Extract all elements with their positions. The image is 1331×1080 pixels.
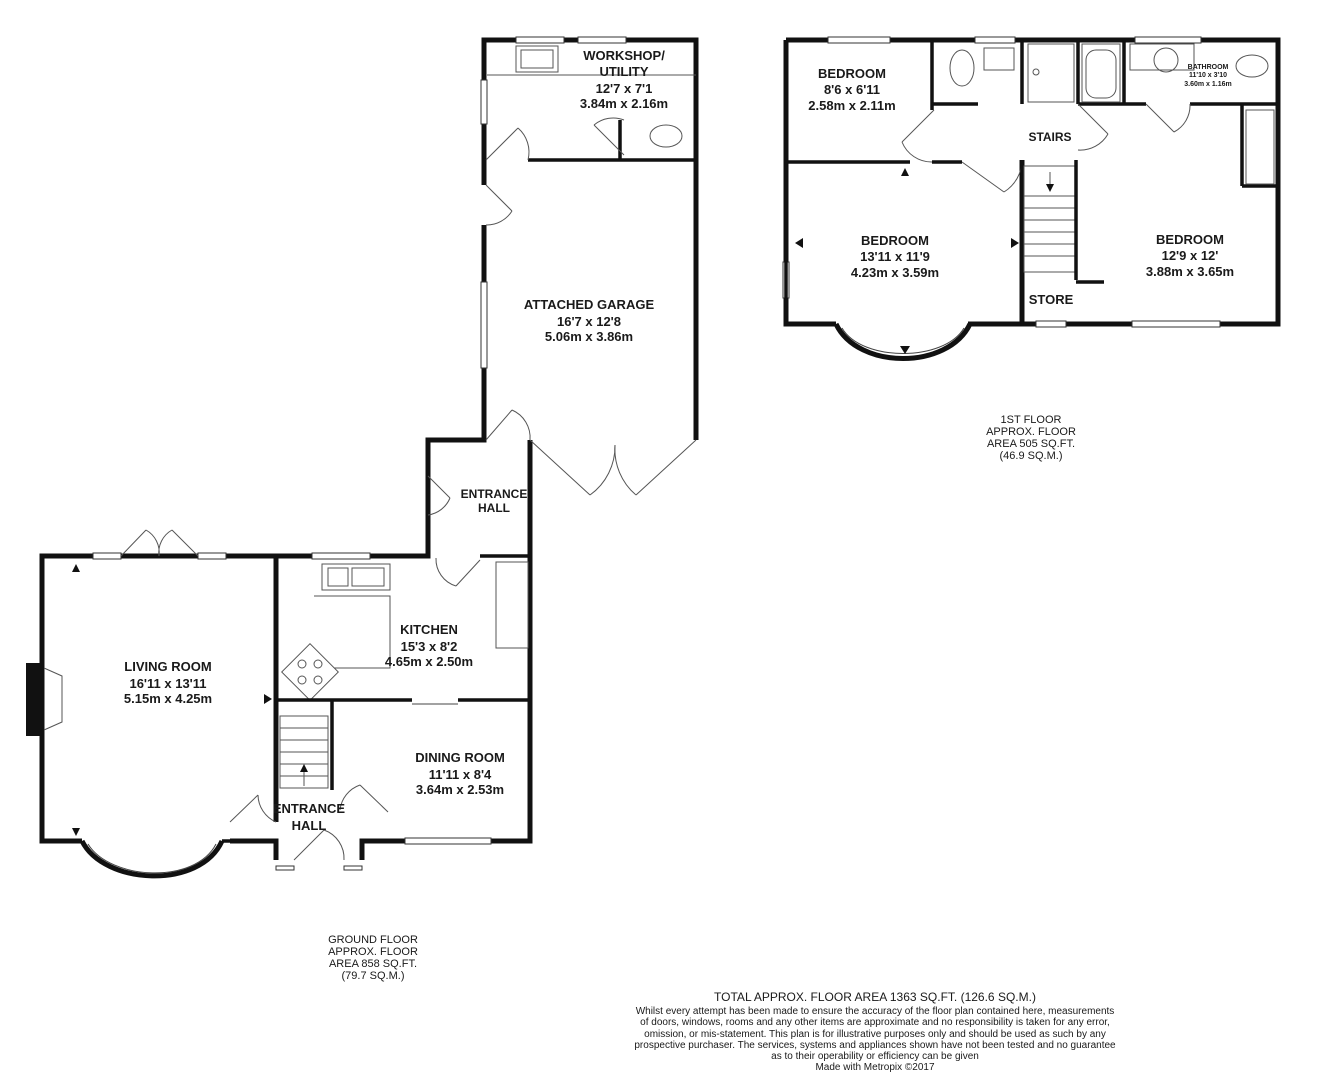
store-label: STORE [1028,292,1074,307]
living-room-imperial: 16'11 x 13'11 [129,676,207,691]
living-room-name: LIVING ROOM [124,659,212,674]
kitchen-metric: 4.65m x 2.50m [384,654,474,669]
bedroom-front-name: BEDROOM [861,233,929,248]
dining-room-name: DINING ROOM [415,750,505,765]
garage-name: ATTACHED GARAGE [523,297,655,312]
disclaimer-line-3: omission, or mis-statement. This plan is for illustrative purposes only and should be used as such by any [644,1028,1106,1040]
workshop-metric: 3.84m x 2.16m [579,96,669,111]
ground-stairs [280,716,328,788]
disclaimer-line-1: Whilst every attempt has been made to ensure the accuracy of the floor plan contained here, measurements [635,1006,1115,1017]
disclaimer-line-2: of doors, windows, rooms and any other items are approximate and no responsibility is taken for any error, [640,1017,1110,1029]
ground-floor-line-4: (79.7 SQ.M.) [341,970,405,982]
first-floor-line-1: 1ST FLOOR [1000,414,1062,426]
disclaimer [600,1006,1150,1074]
bedroom-small-name: BEDROOM [818,66,886,81]
disclaimer-line-5: as to their operability or efficiency can be given [771,1051,979,1063]
ground-floor-plan [26,37,696,876]
entrance-hall-rear-name-2: HALL [478,501,510,515]
workshop-name-1: WORKSHOP/ [583,48,665,63]
first-floor-line-2: APPROX. FLOOR [986,426,1076,438]
garage-metric: 5.06m x 3.86m [544,329,634,344]
bedroom-rear-imperial: 12'9 x 12' [1161,248,1219,263]
bedroom-rear-metric: 3.88m x 3.65m [1145,264,1235,279]
entrance-hall-front-name-1: ENTRANCE [272,801,346,816]
kitchen-imperial: 15'3 x 8'2 [400,639,458,654]
first-floor-line-4: (46.9 SQ.M.) [999,450,1063,462]
bedroom-front-metric: 4.23m x 3.59m [850,265,940,280]
first-floor-area-note [958,414,1104,462]
living-room-metric: 5.15m x 4.25m [123,691,213,706]
ground-floor-line-3: AREA 858 SQ.FT. [328,958,418,970]
ground-floor-line-2: APPROX. FLOOR [328,946,418,958]
entrance-hall-front-name-2: HALL [291,818,327,833]
kitchen-name: KITCHEN [400,622,458,637]
bedroom-front-imperial: 13'11 x 11'9 [860,249,930,264]
disclaimer-line-4: prospective purchaser. The services, systems and appliances shown have not been tested and no guarantee [634,1039,1116,1051]
bathroom-name: BATHROOM [1187,64,1229,71]
bathroom-metric: 3.60m x 1.16m [1184,81,1232,88]
bedroom-small-metric: 2.58m x 2.11m [808,98,896,113]
first-floor-line-3: AREA 505 SQ.FT. [986,438,1076,450]
first-floor-stairs [1024,160,1104,282]
entrance-hall-rear-name-1: ENTRANCE [460,487,528,501]
made-with-credit: Made with Metropix ©2017 [815,1062,935,1074]
ground-floor-line-1: GROUND FLOOR [328,934,418,946]
stairs-label: STAIRS [1028,130,1072,144]
dining-room-imperial: 11'11 x 8'4 [428,767,492,782]
garage-imperial: 16'7 x 12'8 [556,314,622,329]
workshop-imperial: 12'7 x 7'1 [595,81,653,96]
dining-room-metric: 3.64m x 2.53m [415,782,505,797]
bathroom-imperial: 11'10 x 3'10 [1189,72,1227,79]
ground-floor-area-note [300,934,446,982]
workshop-name-2: UTILITY [599,64,649,79]
total-floor-area: TOTAL APPROX. FLOOR AREA 1363 SQ.FT. (126.6 SQ.M.) [714,990,1036,1004]
bedroom-rear-name: BEDROOM [1156,232,1224,247]
bedroom-small-imperial: 8'6 x 6'11 [823,82,881,97]
